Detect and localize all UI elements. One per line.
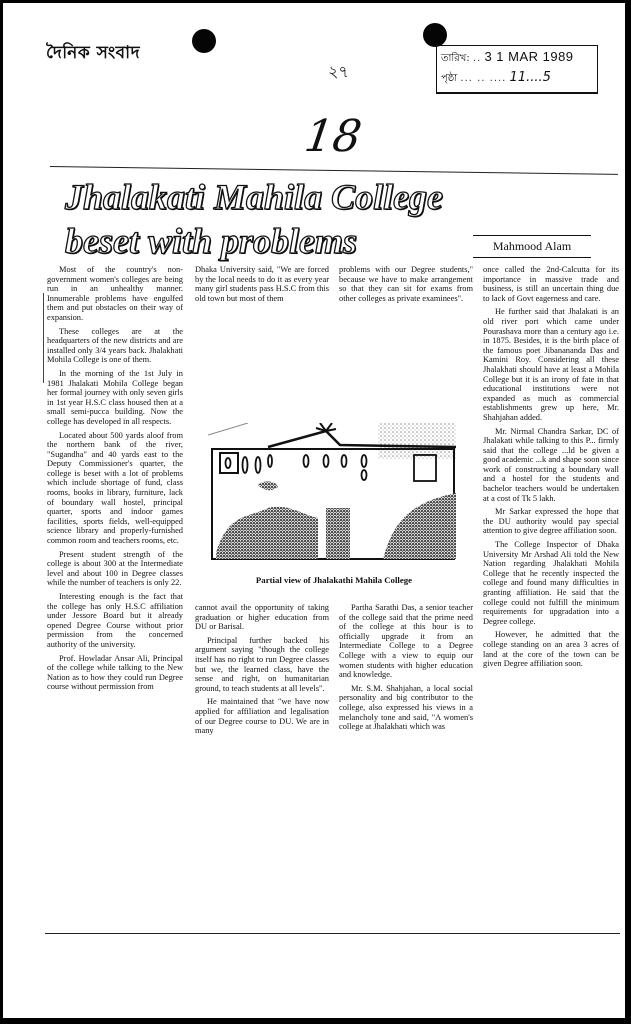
punch-hole — [192, 29, 216, 53]
article-column-2-top — [195, 265, 329, 307]
article-column-3-top — [339, 265, 473, 307]
paragraph: Principal further backed his argument saying "though the college itself has no right to run Degree classes but we, the learned class, have the sense and right, on humanitarian ground, to teach students at all levels". — [195, 635, 329, 693]
paragraph: cannot avail the opportunity of taking graduation or higher education from DU or Barisal. — [195, 603, 329, 632]
paragraph: Located about 500 yards aloof from the northern bank of the river, "Sugandha" and 40 yards east to the Deputy Commissioner's quarter, the college is beset with a lot of problems which include shortage of fund, class rooms, books in library, furniture, lack of boundary wall hostel, principal quarter, sports and indoor games facilities, sports fields, well-equipped science library and properly-furnished common room and teachers rooms, etc. — [47, 430, 183, 546]
paragraph: Prof. Howladar Ansar Ali, Principal of the college while talking to the New Nation as to how they could run Degree course without permission from — [47, 653, 183, 692]
headline-line-2: beset with problems — [65, 221, 358, 261]
article-column-2-bottom — [195, 603, 329, 740]
bengali-page-number: ২৭ — [328, 62, 349, 81]
headline-line-1: Jhalakati Mahila College — [65, 177, 444, 217]
article-column-1 — [47, 265, 183, 696]
paragraph: problems with our Degree students," because we have to make arrangement so that they can sit for exams from other colleges as private examinees". — [339, 265, 473, 303]
date-stamp — [436, 45, 598, 94]
paragraph: Present student strength of the college is about 300 at the Intermediate level and about 100 in Degree classes while the number of teachers is only 22. — [47, 549, 183, 588]
newspaper-clipping-page — [3, 3, 625, 1018]
paragraph: He maintained that "we have now applied for affiliation and legalisation of our Degree course to DU. We are in many — [195, 697, 329, 736]
punch-hole — [423, 23, 447, 47]
newspaper-masthead: দৈনিক সংবাদ — [46, 43, 140, 63]
paragraph: Mr Sarkar expressed the hope that the DU authority would pay special attention to give degree affiliation soon. — [483, 507, 619, 536]
college-photo — [208, 423, 456, 563]
paragraph: once called the 2nd-Calcutta for its importance in massive trade and business, is still an uncertain thing due to lack of Govt eagerness and care. — [483, 265, 619, 303]
stamp-page-label: পৃষ্ঠা — [441, 73, 458, 84]
handwritten-number: 18 — [301, 111, 365, 162]
stamp-date-row — [441, 49, 574, 68]
bottom-rule — [45, 933, 620, 934]
byline: Mahmood Alam — [473, 235, 591, 258]
paragraph: Partha Sarathi Das, a senior teacher of the college said that the prime need of the college at this hour is to officially upgrade it from an Intermediate College to a Degree College with a view to equip our women students with higher education and knowledge. — [339, 603, 473, 680]
paragraph: In the morning of the 1st July in 1981 Jhalakati Mohila College began her formal journey with only seven girls in 1st year H.S.C class housed then at a small semi-pucca building. Now the college has developed in all respects. — [47, 368, 183, 426]
article-headline — [65, 175, 443, 263]
paragraph: The College Inspector of Dhaka University Mr Arshad Ali told the New Nation regarding Jhalakhati Mohila College that he recently inspected the college and found many difficulties in granting affiliation. He said that the college could not fulfill the minimum requirements for upgradation into a Degree college. — [483, 540, 619, 626]
paragraph: Most of the country's non-government women's colleges are being run in an unhealthy manner. Innumerable problems have engulfed them and put obstacles on their way of expansion. — [47, 265, 183, 322]
stamp-dots: .. — [472, 53, 482, 64]
photo-caption: Partial view of Jhalakathi Mahila College — [255, 575, 413, 585]
paragraph: Dhaka University said, "We are forced by the local needs to do it as every year many girl students pass H.S.C from this old town but most of them — [195, 265, 329, 303]
paragraph: However, he admitted that the college standing on an area 3 acres of land at the core of the town can be given Degree affiliation soon. — [483, 630, 619, 669]
paragraph: Mr. Nirmal Chandra Sarkar, DC of Jhalakati while talking to this P... firmly said that the college ...ld be given a good academic ...k and shape soon since work of constructing a boundary wall and a hostel for the students and bachelor teachers would be undertaken at a cost of Tk 5 lakh. — [483, 426, 619, 503]
paragraph: Mr. S.M. Shahjahan, a local social personality and big contributor to the college, also expressed his views in a melancholy tone and said, "A women's college at Jhalakhati which was — [339, 683, 473, 732]
stamp-date-value: 3 1 MAR 1989 — [484, 49, 574, 64]
paragraph: Interesting enough is the fact that the college has only H.S.C affiliation under Jessore Board but it already opened Degree Course without prior permission from the concerned authority of the university. — [47, 592, 183, 649]
paragraph: These colleges are at the headquarters of the new districts and are installed only 3/4 years back. Jhalakhati Mohila College is one of them. — [47, 326, 183, 365]
top-rule — [50, 166, 618, 175]
stamp-page-row — [441, 70, 551, 88]
stamp-dots: ... .. .... — [460, 73, 507, 84]
article-column-3-bottom — [339, 603, 473, 736]
stamp-date-label: তারিখ: — [441, 53, 470, 64]
article-column-4 — [483, 265, 619, 673]
college-building-illustration — [208, 423, 456, 563]
margin-mark — [43, 293, 44, 383]
stamp-page-value: 11....5 — [509, 70, 551, 85]
paragraph: He further said that Jhalakati is an old river port which came under Pourashava more than a century ago i.e. in 1875. Besides, it is the birth place of the famous poet Jibanananda Das and Kamini Roy. Considering all these Jhalakhati should have at least a Mohila College but it is an irony of fate in that educational institutions were not expanded as much as commercial establishments grew up here, Mr. Shahjahan added. — [483, 307, 619, 422]
